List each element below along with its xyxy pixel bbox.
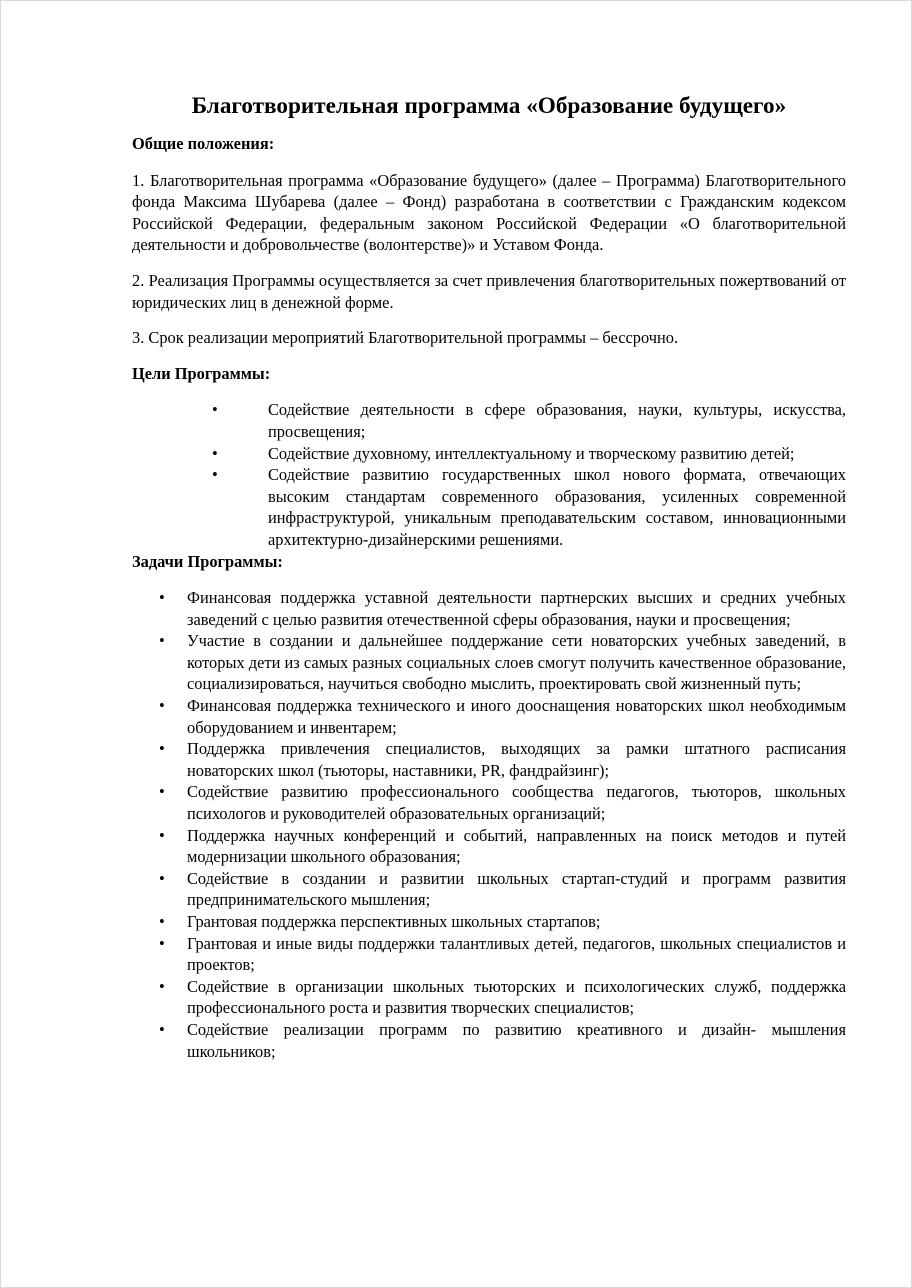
list-item <box>132 781 846 824</box>
list-item <box>132 443 846 465</box>
general-provisions-heading: Общие положения: <box>132 134 275 153</box>
list-item-text: Финансовая поддержка уставной деятельности партнерских высших и средних учебных заведений с целью развития отечественной сферы образования, науки и просвещения; <box>187 588 846 629</box>
list-item <box>132 1019 846 1062</box>
list-item <box>132 695 846 738</box>
list-item-text: Содействие развитию государственных школ нового формата, отвечающих высоким стандартам современного образования, усиленных современной инфраструктурой, уникальным преподавательским составом, инновационными архитектурно-дизайнерскими решениями. <box>268 465 846 549</box>
list-item <box>132 911 846 933</box>
bullet-icon: • <box>212 465 218 485</box>
paragraph-1: 1. Благотворительная программа «Образование будущего» (далее – Программа) Благотворительного фонда Максима Шубарева (далее – Фонд) разработана в соответствии с Гражданским кодексом Российской Федерации, федеральным законом Российской Федерации «О благотворительной деятельности и добровольчестве (волонтерстве)» и Уставом Фонда. <box>132 170 846 255</box>
bullet-icon: • <box>159 976 165 996</box>
tasks-heading: Задачи Программы: <box>132 551 283 571</box>
paragraph-2: 2. Реализация Программы осуществляется за счет привлечения благотворительных пожертвований от юридических лиц в денежной форме. <box>132 270 846 312</box>
list-item-text: Содействие реализации программ по развитию креативного и дизайн- мышления школьников; <box>187 1019 846 1061</box>
list-item-text: Финансовая поддержка технического и иного дооснащения новаторских школ необходимым оборудованием и инвентарем; <box>187 696 846 737</box>
list-item <box>132 630 846 695</box>
list-item-text: Содействие развитию профессионального сообщества педагогов, тьюторов, школьных психологов и руководителей образовательных организаций; <box>187 782 846 824</box>
bullet-icon: • <box>159 739 165 759</box>
list-item <box>132 868 846 911</box>
bullet-icon: • <box>159 912 165 931</box>
list-item-text: Содействие в создании и развитии школьных стартап-студий и программ развития предпринимательского мышления; <box>187 868 846 910</box>
bullet-icon: • <box>212 400 218 420</box>
bullet-icon: • <box>159 825 165 845</box>
list-item <box>132 825 846 868</box>
list-item-text: Содействие деятельности в сфере образования, науки, культуры, искусства, просвещения; <box>268 400 846 441</box>
document-title: Благотворительная программа «Образование будущего» <box>191 93 787 119</box>
list-item-text: Содействие в организации школьных тьюторских и психологических служб, поддержка профессионального роста и развития творческих специалистов; <box>187 976 846 1018</box>
list-item <box>132 976 846 1019</box>
bullet-icon: • <box>159 782 165 802</box>
list-item-text: Участие в создании и дальнейшее поддержание сети новаторских учебных заведений, в которых дети из самых разных социальных слоев смогут получить качественное образование, социализироваться, научиться свободно мыслить, проектировать свой жизненный путь; <box>187 631 846 694</box>
bullet-icon: • <box>159 588 165 608</box>
list-item <box>132 933 846 976</box>
bullet-icon: • <box>159 696 165 716</box>
bullet-icon: • <box>159 868 165 888</box>
list-item <box>132 464 846 550</box>
list-item-text: Грантовая и иные виды поддержки талантливых детей, педагогов, школьных специалистов и проектов; <box>187 933 846 975</box>
goals-list <box>132 399 846 550</box>
list-item <box>132 399 846 442</box>
bullet-icon: • <box>159 631 165 651</box>
bullet-icon: • <box>159 933 165 953</box>
list-item-text: Содействие духовному, интеллектуальному и творческому развитию детей; <box>268 443 795 463</box>
tasks-list <box>132 587 846 1062</box>
bullet-icon: • <box>212 443 218 463</box>
document-body <box>132 91 846 1062</box>
bullet-icon: • <box>159 1019 165 1039</box>
list-item <box>132 587 846 630</box>
list-item <box>132 738 846 781</box>
list-item-text: Поддержка привлечения специалистов, выходящих за рамки штатного расписания новаторских школ (тьюторы, наставники, PR, фандрайзинг); <box>187 739 846 780</box>
paragraph-3: 3. Срок реализации мероприятий Благотворительной программы – бессрочно. <box>132 328 679 348</box>
list-item-text: Грантовая поддержка перспективных школьных стартапов; <box>187 912 601 931</box>
goals-heading: Цели Программы: <box>132 363 271 383</box>
list-item-text: Поддержка научных конференций и событий, направленных на поиск методов и путей модернизации школьного образования; <box>187 825 846 867</box>
